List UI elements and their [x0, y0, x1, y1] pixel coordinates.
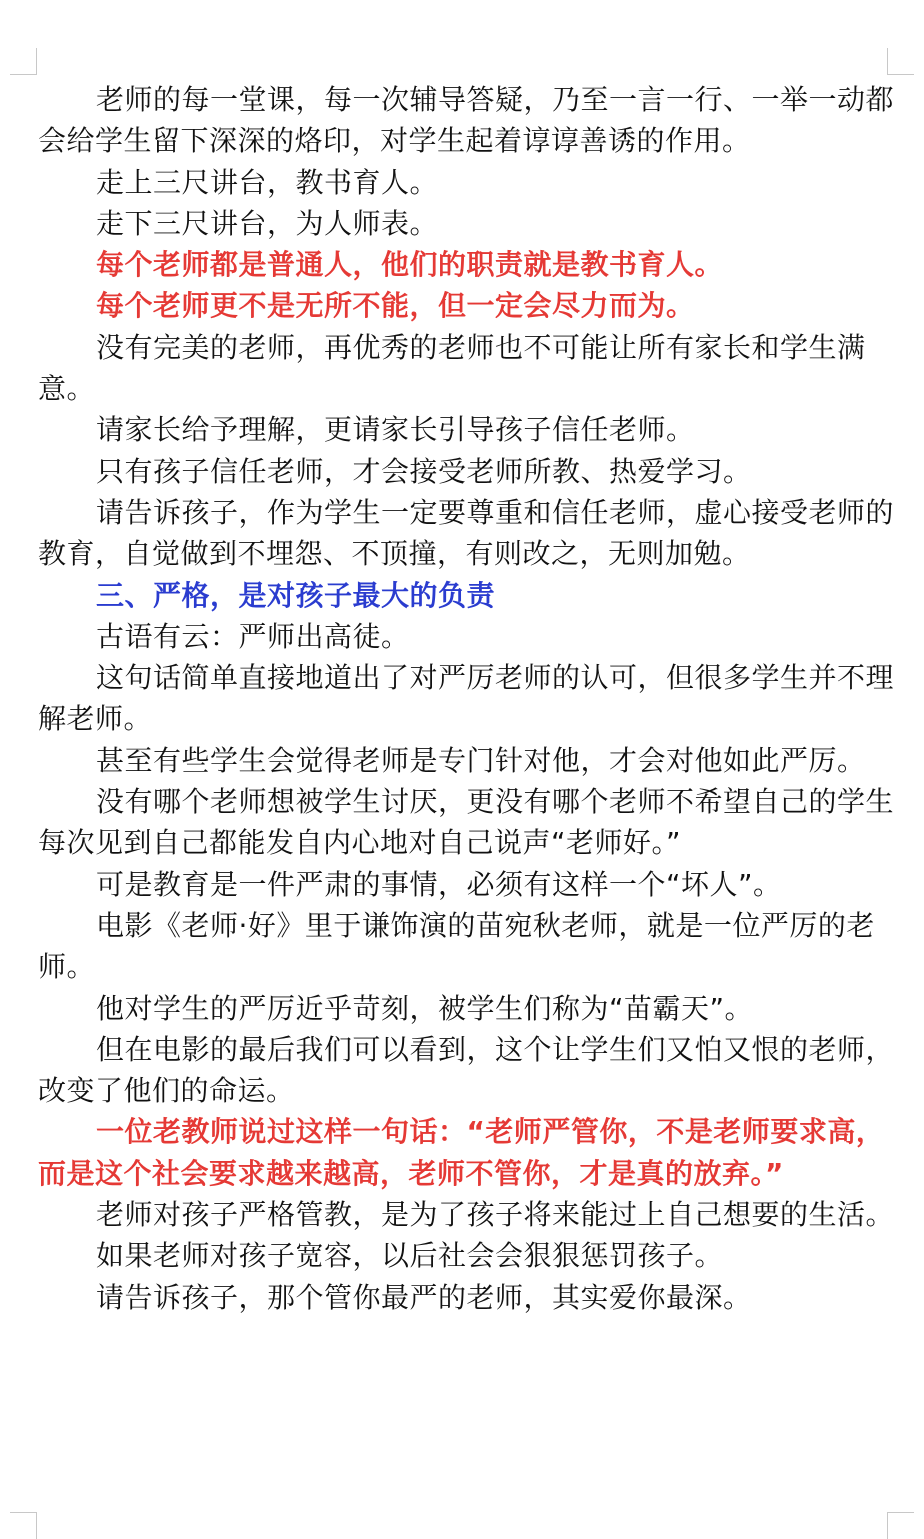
corner-mark-bottom-right: [887, 1512, 914, 1539]
corner-mark-bottom-left: [10, 1512, 37, 1539]
paragraph: 他对学生的严厉近乎苛刻，被学生们称为“苗霸天”。: [96, 991, 754, 1025]
paragraph: 没有哪个老师想被学生讨厌，更没有哪个老师不希望自己的学生每次见到自己都能发自内心地对自己说声“老师好。”: [38, 785, 895, 860]
paragraph: 但在电影的最后我们可以看到，这个让学生们又怕又恨的老师，改变了他们的命运。: [38, 1032, 895, 1108]
paragraph: 走上三尺讲台，教书育人。: [96, 165, 439, 199]
paragraph: 古语有云：严师出高徒。: [96, 619, 410, 653]
paragraph: 没有完美的老师，再优秀的老师也不可能让所有家长和学生满意。: [38, 330, 866, 406]
paragraph: 可是教育是一件严肃的事情，必须有这样一个“坏人”。: [96, 867, 782, 901]
corner-mark-top-left: [10, 48, 37, 75]
paragraph: 请家长给予理解，更请家长引导孩子信任老师。: [96, 413, 695, 447]
paragraph: 走下三尺讲台，为人师表。: [96, 206, 439, 240]
document-body: [38, 79, 896, 1318]
paragraph: 请告诉孩子，那个管你最严的老师，其实爱你最深。: [96, 1280, 752, 1314]
section-heading: 三、严格，是对孩子最大的负责: [96, 578, 496, 612]
highlighted-paragraph: 每个老师更不是无所不能，但一定会尽力而为。: [96, 289, 695, 323]
paragraph: 电影《老师·好》里于谦饰演的苗宛秋老师，就是一位严厉的老师。: [38, 908, 875, 984]
corner-mark-top-right: [887, 48, 914, 75]
paragraph: 只有孩子信任老师，才会接受老师所教、热爱学习。: [96, 454, 752, 488]
paragraph: 这句话简单直接地道出了对严厉老师的认可，但很多学生并不理解老师。: [38, 661, 895, 736]
paragraph: 甚至有些学生会觉得老师是专门针对他，才会对他如此严厉。: [96, 743, 866, 777]
highlighted-quote: 一位老教师说过这样一句话：“老师严管你，不是老师要求高，而是这个社会要求越来越高，老师不管你，才是真的放弃。”: [38, 1115, 885, 1190]
paragraph: 老师对孩子严格管教，是为了孩子将来能过上自己想要的生活。: [96, 1198, 895, 1232]
highlighted-paragraph: 每个老师都是普通人，他们的职责就是教书育人。: [96, 248, 724, 282]
paragraph: 如果老师对孩子宽容，以后社会会狠狠惩罚孩子。: [96, 1239, 724, 1273]
paragraph: 请告诉孩子，作为学生一定要尊重和信任老师，虚心接受老师的教育，自觉做到不埋怨、不顶撞，有则改之，无则加勉。: [38, 495, 895, 571]
paragraph: 老师的每一堂课，每一次辅导答疑，乃至一言一行、一举一动都会给学生留下深深的烙印，对学生起着谆谆善诱的作用。: [38, 83, 895, 158]
